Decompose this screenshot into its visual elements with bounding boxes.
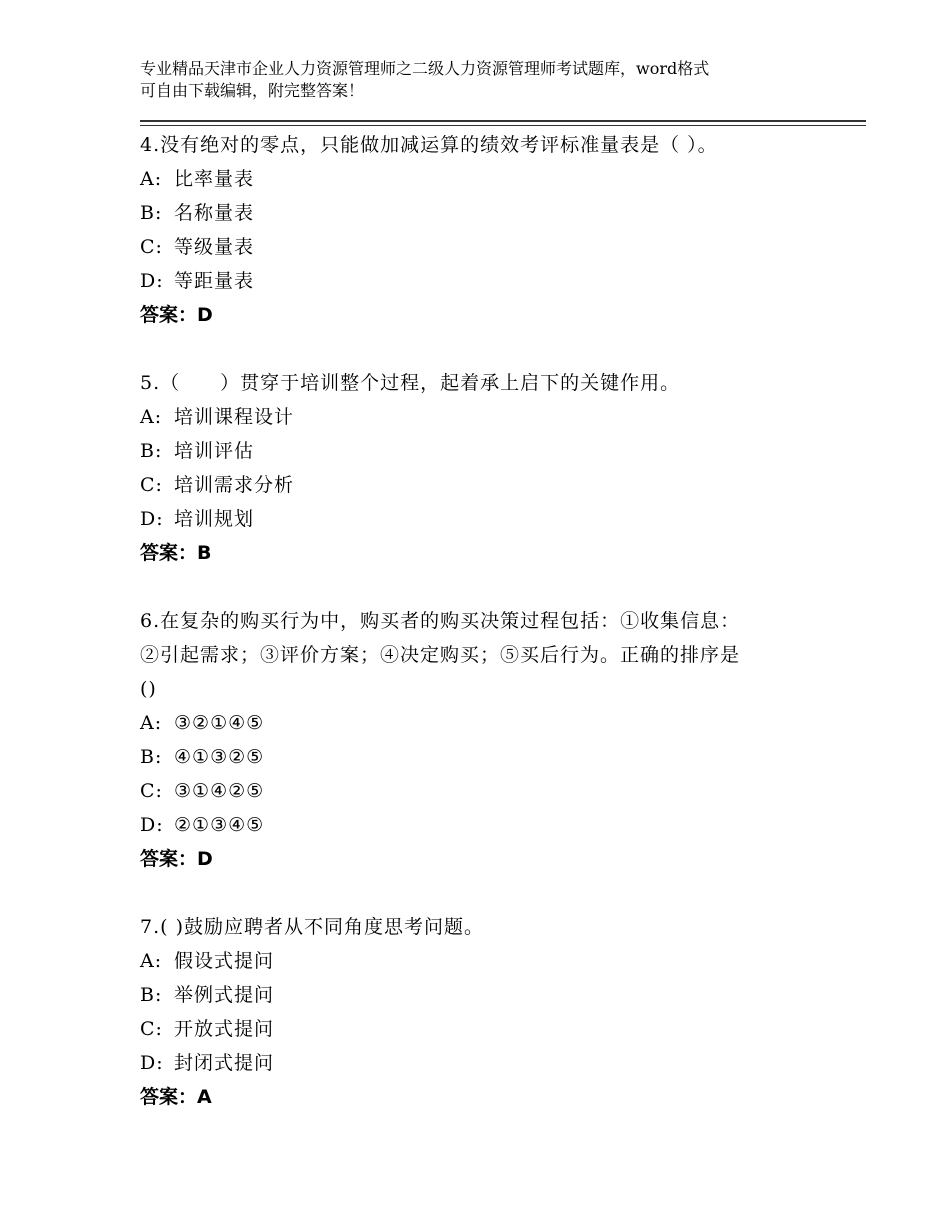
option-letter: A: xyxy=(140,712,163,734)
option-letter: B: xyxy=(140,746,163,768)
option-letter: B: xyxy=(140,984,163,1006)
question-text: 5.（ ）贯穿于培训整个过程，起着承上启下的关键作用。 xyxy=(140,372,681,394)
option-text: 培训课程设计 xyxy=(174,406,295,428)
option-text: ③②①④⑤ xyxy=(174,712,265,734)
option-d xyxy=(140,264,800,298)
question-list xyxy=(140,128,800,1114)
option-letter: D: xyxy=(140,814,164,836)
question-item xyxy=(140,910,800,1114)
question-text: 7.( )鼓励应聘者从不同角度思考问题。 xyxy=(140,916,484,938)
option-b xyxy=(140,978,800,1012)
question-text: () xyxy=(140,678,157,700)
option-letter: A: xyxy=(140,168,163,190)
answer-text: 答案：D xyxy=(140,848,213,870)
question-text: ②引起需求；③评价方案；④决定购买；⑤买后行为。正确的排序是 xyxy=(140,644,741,666)
option-c xyxy=(140,468,800,502)
answer-text: 答案：A xyxy=(140,1086,212,1108)
question-spacer xyxy=(140,570,800,604)
option-text: 等距量表 xyxy=(174,270,255,292)
option-letter: D: xyxy=(140,1052,164,1074)
option-text: 培训规划 xyxy=(174,508,255,530)
option-text: 培训需求分析 xyxy=(174,474,295,496)
option-text: 名称量表 xyxy=(174,202,255,224)
question-item xyxy=(140,604,800,876)
question-item xyxy=(140,128,800,332)
option-text: 封闭式提问 xyxy=(174,1052,275,1074)
option-a xyxy=(140,944,800,978)
option-c xyxy=(140,774,800,808)
document-header xyxy=(140,58,840,102)
option-text: 培训评估 xyxy=(174,440,255,462)
question-text: 4.没有绝对的零点，只能做加减运算的绩效考评标准量表是（ ）。 xyxy=(140,134,718,156)
question-spacer xyxy=(140,876,800,910)
header-rule-thin xyxy=(140,125,866,126)
option-d xyxy=(140,1046,800,1080)
option-letter: D: xyxy=(140,508,164,530)
option-letter: A: xyxy=(140,406,163,428)
option-d xyxy=(140,502,800,536)
option-letter: A: xyxy=(140,950,163,972)
option-text: 比率量表 xyxy=(174,168,255,190)
option-b xyxy=(140,196,800,230)
question-text: 6.在复杂的购买行为中，购买者的购买决策过程包括：①收集信息： xyxy=(140,610,741,632)
answer-text: 答案：B xyxy=(140,542,212,564)
option-letter: D: xyxy=(140,270,164,292)
header-line-2: 可自由下载编辑，附完整答案！ xyxy=(140,81,365,100)
option-text: ④①③②⑤ xyxy=(174,746,265,768)
option-text: ③①④②⑤ xyxy=(174,780,265,802)
option-b xyxy=(140,740,800,774)
option-letter: C: xyxy=(140,474,163,496)
option-letter: C: xyxy=(140,236,163,258)
option-letter: B: xyxy=(140,202,163,224)
option-letter: C: xyxy=(140,780,163,802)
question-spacer xyxy=(140,332,800,366)
header-rule-thick xyxy=(140,120,866,122)
question-item xyxy=(140,366,800,570)
option-letter: C: xyxy=(140,1018,163,1040)
option-text: 等级量表 xyxy=(174,236,255,258)
option-b xyxy=(140,434,800,468)
header-line-1: 专业精品天津市企业人力资源管理师之二级人力资源管理师考试题库，word格式 xyxy=(140,59,710,78)
option-a xyxy=(140,400,800,434)
option-text: 举例式提问 xyxy=(174,984,275,1006)
option-c xyxy=(140,1012,800,1046)
option-text: 假设式提问 xyxy=(174,950,275,972)
option-d xyxy=(140,808,800,842)
option-text: ②①③④⑤ xyxy=(174,814,265,836)
option-a xyxy=(140,706,800,740)
answer-text: 答案：D xyxy=(140,304,213,326)
option-a xyxy=(140,162,800,196)
option-letter: B: xyxy=(140,440,163,462)
option-c xyxy=(140,230,800,264)
option-text: 开放式提问 xyxy=(174,1018,275,1040)
